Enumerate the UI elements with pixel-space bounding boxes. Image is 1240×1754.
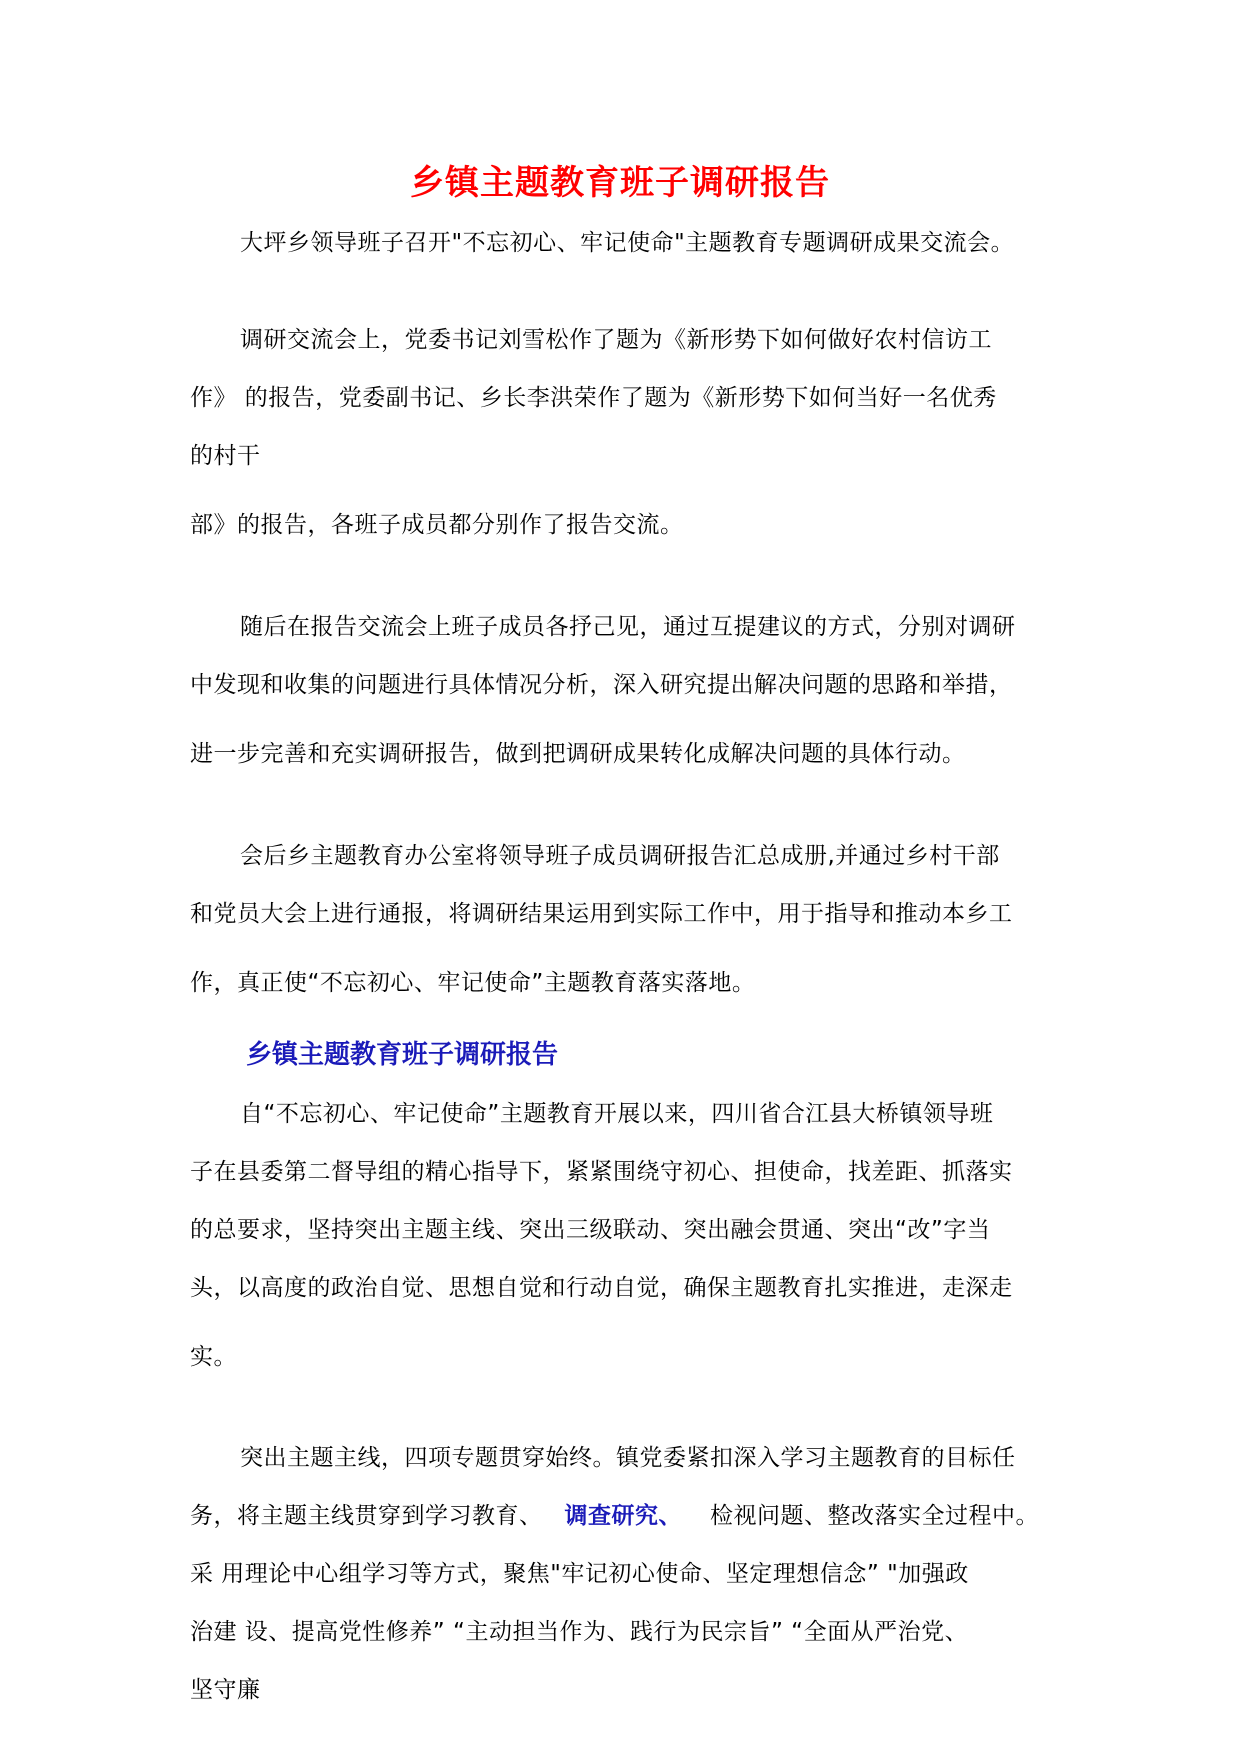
paragraph-text: 检视问题、整改落实全过程中。 — [710, 1503, 1039, 1529]
paragraph-line: 坚守廉 — [190, 1677, 261, 1703]
paragraph-line: 头，以高度的政治自觉、思想自觉和行动自觉，确保主题教育扎实推进，走深走 — [190, 1275, 1013, 1301]
paragraph-text: 务，将主题主线贯穿到学习教育、 — [190, 1503, 543, 1529]
paragraph-line: 自“不忘初心、牢记使命”主题教育开展以来，四川省合江县大桥镇领导班 — [240, 1101, 994, 1127]
intro-paragraph: 大坪乡领导班子召开"不忘初心、牢记使命"主题教育专题调研成果交流会。 — [240, 230, 1015, 256]
paragraph-line: 进一步完善和充实调研报告，做到把调研成果转化成解决问题的具体行动。 — [190, 741, 966, 767]
paragraph-line: 作，真正使“不忘初心、牢记使命”主题教育落实落地。 — [190, 970, 756, 996]
paragraph-line: 治建 设、提高党性修养” “主动担当作为、践行为民宗旨” “全面从严治党、 — [190, 1619, 969, 1645]
paragraph-line: 和党员大会上进行通报，将调研结果运用到实际工作中，用于指导和推动本乡工 — [190, 901, 1013, 927]
paragraph-line: 子在县委第二督导组的精心指导下，紧紧围绕守初心、担使命，找差距、抓落实 — [190, 1159, 1013, 1185]
section-subtitle: 乡镇主题教育班子调研报告 — [246, 1040, 559, 1070]
paragraph-line: 的村干 — [190, 443, 261, 469]
paragraph-line: 部》的报告，各班子成员都分别作了报告交流。 — [190, 512, 684, 538]
paragraph-line — [190, 1499, 1039, 1533]
paragraph-line: 会后乡主题教育办公室将领导班子成员调研报告汇总成册,并通过乡村干部 — [240, 843, 1000, 869]
highlighted-phrase: 调查研究、 — [564, 1503, 682, 1529]
paragraph-line: 突出主题主线，四项专题贯穿始终。镇党委紧扣深入学习主题教育的目标任 — [240, 1445, 1016, 1471]
document-title: 乡镇主题教育班子调研报告 — [410, 163, 830, 203]
paragraph-line: 采 用理论中心组学习等方式，聚焦"牢记初心使命、坚定理想信念” "加强政 — [190, 1561, 969, 1587]
paragraph-line: 中发现和收集的问题进行具体情况分析，深入研究提出解决问题的思路和举措， — [190, 672, 1013, 698]
paragraph-line: 实。 — [190, 1344, 237, 1370]
paragraph-line: 的总要求，坚持突出主题主线、突出三级联动、突出融会贯通、突出“改”字当 — [190, 1217, 991, 1243]
paragraph-line: 随后在报告交流会上班子成员各抒己见，通过互提建议的方式，分别对调研 — [240, 614, 1016, 640]
paragraph-line: 作》 的报告，党委副书记、乡长李洪荣作了题为《新形势下如何当好一名优秀 — [190, 385, 997, 411]
paragraph-line: 调研交流会上，党委书记刘雪松作了题为《新形势下如何做好农村信访工 — [240, 327, 992, 353]
